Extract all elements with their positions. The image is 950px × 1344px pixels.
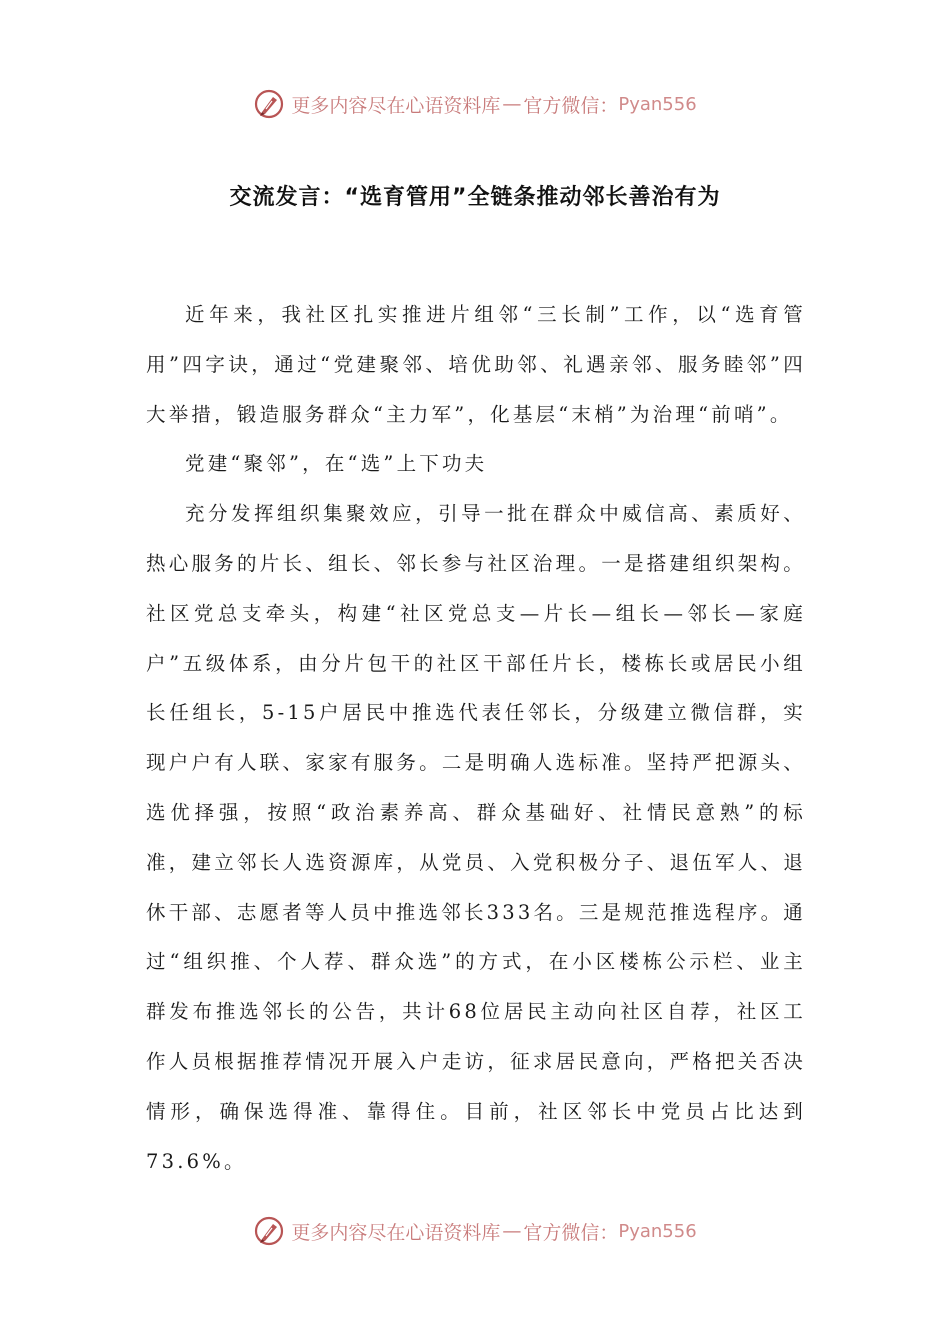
pen-nib-logo-icon bbox=[253, 88, 285, 120]
watermark-text: 更多内容尽在心语资料库 bbox=[291, 1221, 501, 1244]
paragraph-content: 充分发挥组织集聚效应，引导一批在群众中威信高、素质好、热心服务的片长、组长、邻长参与社区治理。一是搭建组织架构。社区党总支牵头，构建“社区党总支—片长—组长—邻长—家庭户”五级体系，由分片包干的社区干部任片长，楼栋长或居民小组长任组长，5-15户居民中推选代表任邻长，分级建立微信群，实现户户有人联、家家有服务。二是明确人选标准。坚持严把源头、选优择强，按照“政治素养高、群众基础好、社情民意熟”的标准，建立邻长人选资源库，从党员、入党积极分子、退伍军人、退休干部、志愿者等人员中推选邻长333名。三是规范推选程序。通过“组织推、个人荐、群众选”的方式，在小区楼栋公示栏、业主群发布推选邻长的公告，共计68位居民主动向社区自荐，社区工作人员根据推荐情况开展入户走访，征求居民意向，严格把关否决情形，确保选得准、靠得住。目前，社区邻长中党员占比达到73.6%。 bbox=[146, 502, 806, 1173]
document-body bbox=[146, 290, 806, 1186]
section-heading: 党建“聚邻”，在“选”上下功夫 bbox=[185, 452, 488, 476]
pen-nib-logo-icon bbox=[253, 1215, 285, 1247]
document-title: 交流发言：“选育管用”全链条推动邻长善治有为 bbox=[229, 185, 721, 210]
footer-watermark bbox=[0, 1211, 950, 1251]
watermark-label: 官方微信： bbox=[523, 1221, 619, 1244]
watermark-label: 官方微信： bbox=[523, 94, 619, 117]
watermark-handle: Pyan556 bbox=[618, 93, 697, 115]
watermark-separator: — bbox=[502, 1220, 522, 1242]
header-watermark bbox=[0, 84, 950, 124]
paragraph-intro: 近年来，我社区扎实推进片组邻“三长制”工作，以“选育管用”四字诀，通过“党建聚邻、培优助邻、礼遇亲邻、服务睦邻”四大举措，锻造服务群众“主力军”，化基层“末梢”为治理“前哨”。 bbox=[146, 303, 806, 426]
watermark-text: 更多内容尽在心语资料库 bbox=[291, 94, 501, 117]
watermark-handle: Pyan556 bbox=[618, 1220, 697, 1242]
watermark-separator: — bbox=[502, 93, 522, 115]
